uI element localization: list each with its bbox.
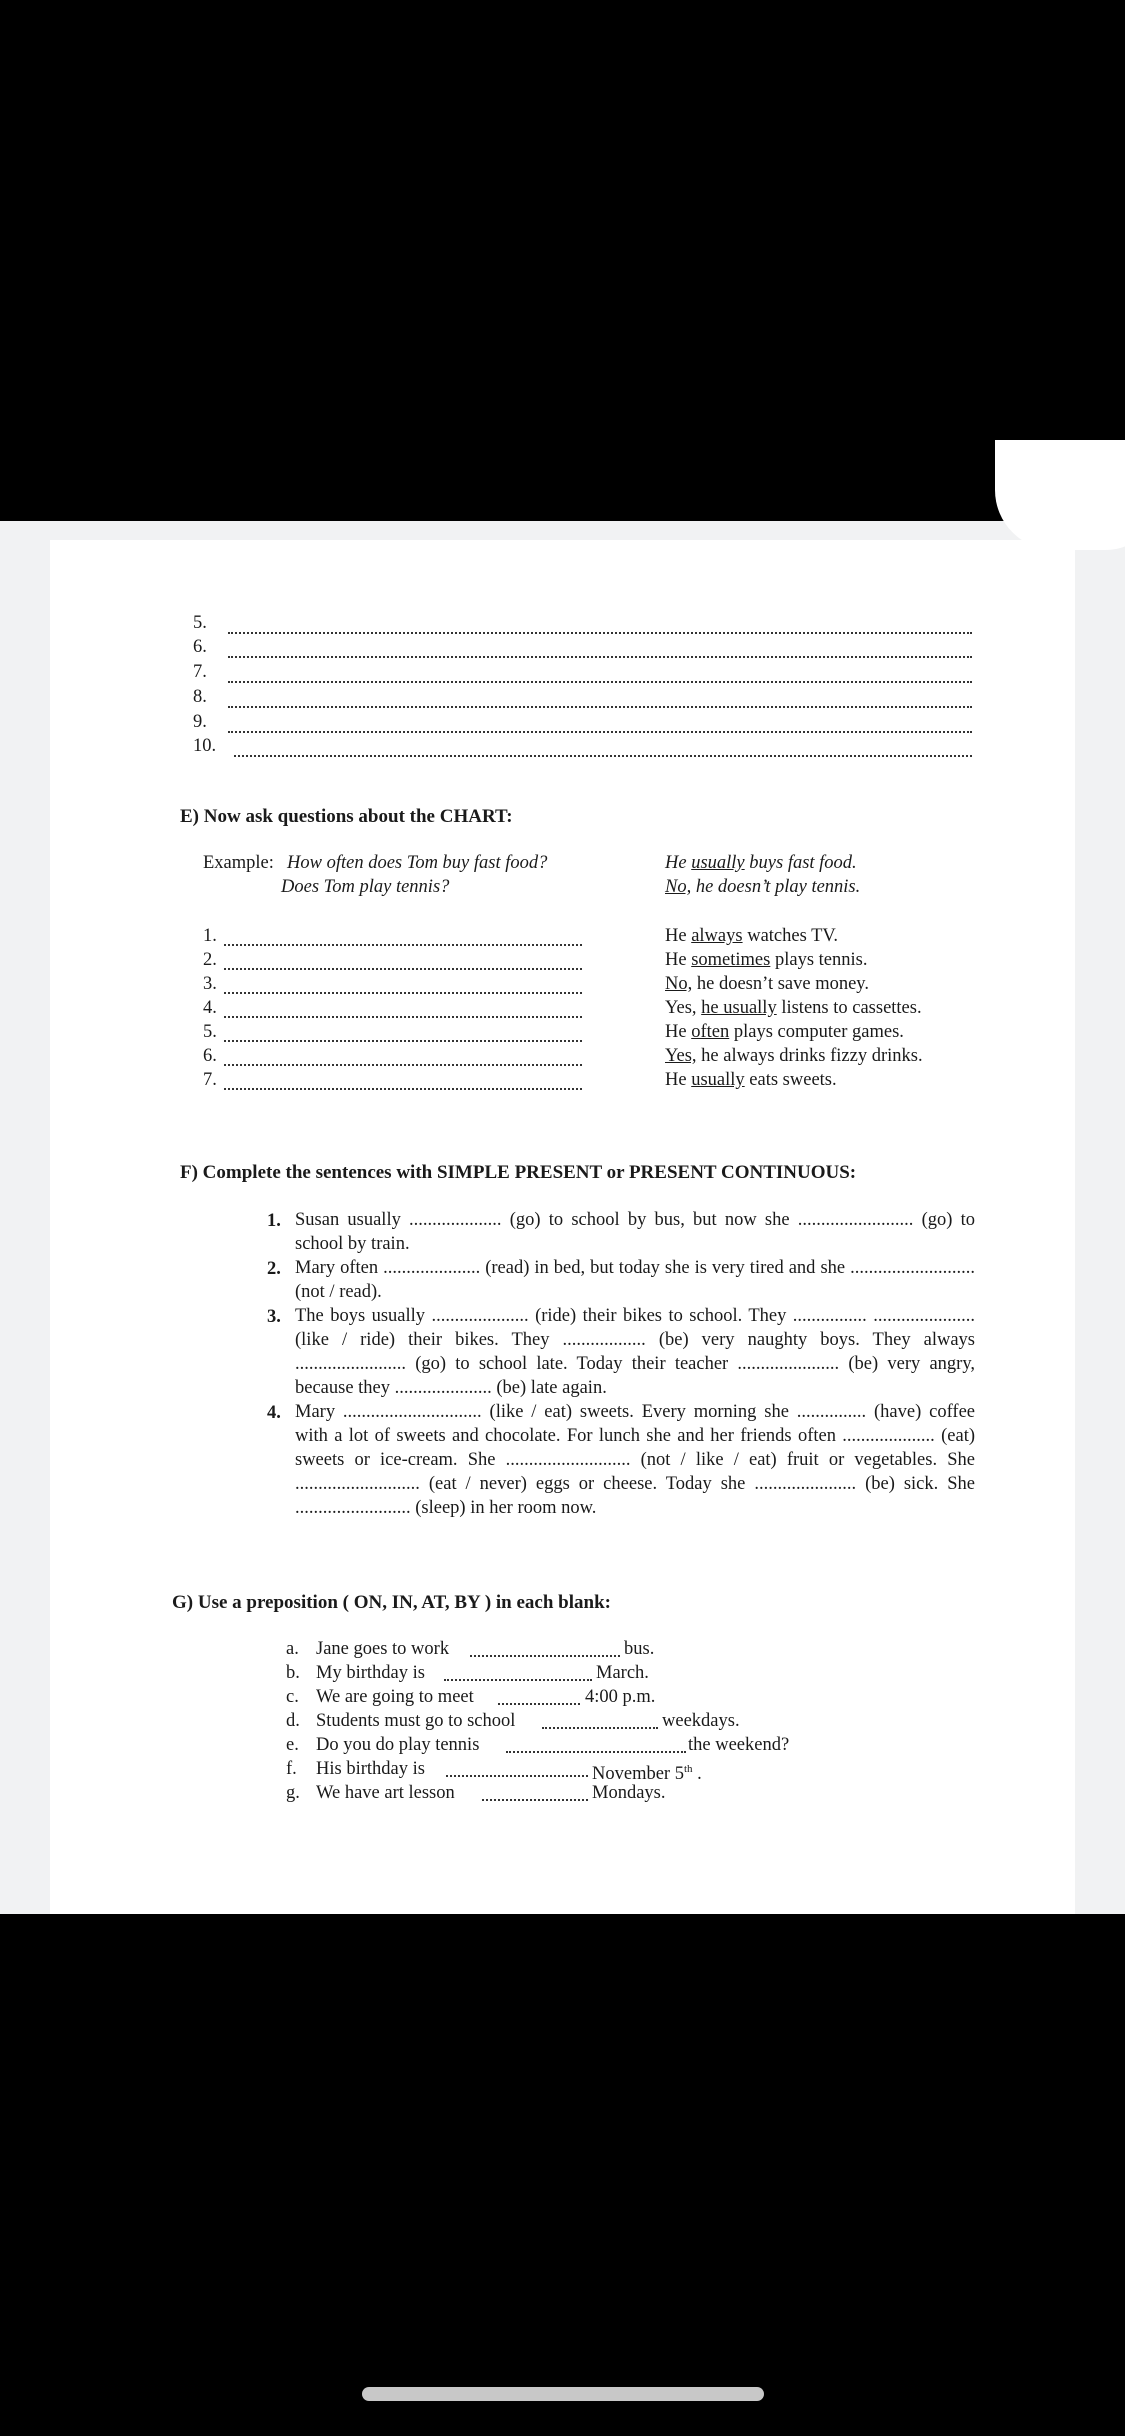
line-number: 10. [193, 736, 217, 756]
chart-answer: He always watches TV. [665, 926, 838, 946]
question-line [224, 1088, 582, 1090]
blank [482, 1799, 588, 1801]
example-label: Example: [203, 853, 274, 873]
item-text: His birthday is [316, 1759, 425, 1779]
item-letter: g. [286, 1783, 300, 1803]
question-line [224, 968, 582, 970]
item-letter: c. [286, 1687, 299, 1707]
item-number: 4. [267, 1403, 281, 1423]
item-text: Students must go to school [316, 1711, 516, 1731]
question-line [224, 1064, 582, 1066]
item-text: the weekend? [688, 1735, 790, 1755]
line-number: 9. [193, 712, 207, 732]
bottom-black-area [0, 1914, 1125, 2436]
example-question-1: How often does Tom buy fast food? [287, 853, 548, 873]
answer-line [228, 706, 972, 708]
home-indicator[interactable] [362, 2387, 764, 2401]
item-letter: a. [286, 1639, 299, 1659]
item-letter: b. [286, 1663, 300, 1683]
top-black-area [0, 0, 1125, 521]
item-text: weekdays. [662, 1711, 740, 1731]
question-number: 5. [203, 1022, 217, 1042]
answer-line [228, 681, 972, 683]
blank [470, 1655, 620, 1657]
item-text: Do you do play tennis [316, 1735, 480, 1755]
item-text: My birthday is [316, 1663, 425, 1683]
question-number: 1. [203, 926, 217, 946]
question-line [224, 1016, 582, 1018]
item-text: Mondays. [592, 1783, 666, 1803]
section-f-heading: F) Complete the sentences with SIMPLE PRESENT or PRESENT CONTINUOUS: [180, 1162, 857, 1183]
section-e-heading: E) Now ask questions about the CHART: [180, 806, 513, 827]
corner-bubble [995, 440, 1125, 550]
example-answer-1: He usually buys fast food. [665, 853, 857, 873]
line-number: 8. [193, 687, 207, 707]
item-text: We are going to meet [316, 1687, 474, 1707]
question-number: 7. [203, 1070, 217, 1090]
item-number: 2. [267, 1259, 281, 1279]
chart-answer: Yes, he always drinks fizzy drinks. [665, 1046, 923, 1066]
blank [498, 1703, 580, 1705]
section-g-heading: G) Use a preposition ( ON, IN, AT, BY ) in each blank: [172, 1592, 611, 1613]
sentence-item: The boys usually ..................... (ride) their bikes to school. They ................ ...................... (like / ride) their bikes. They .................. (be) very naughty boys. They always ........................ (go) to school late. Today their teacher ...................... (be) very angry, because they ..................... (be) late again. [295, 1306, 975, 1398]
question-line [224, 944, 582, 946]
blank [444, 1679, 592, 1681]
item-text: 4:00 p.m. [585, 1687, 656, 1707]
answer-line [234, 755, 972, 757]
question-number: 2. [203, 950, 217, 970]
item-text: March. [596, 1663, 649, 1683]
question-number: 6. [203, 1046, 217, 1066]
item-text: We have art lesson [316, 1783, 455, 1803]
item-text: November 5th . [592, 1763, 702, 1785]
line-number: 7. [193, 662, 207, 682]
item-letter: e. [286, 1735, 299, 1755]
chart-answer: No, he doesn’t save money. [665, 974, 869, 994]
item-text: bus. [624, 1639, 655, 1659]
item-text: Jane goes to work [316, 1639, 450, 1659]
item-number: 1. [267, 1211, 281, 1231]
answer-line [228, 656, 972, 658]
blank [542, 1727, 658, 1729]
chart-answer: Yes, he usually listens to cassettes. [665, 998, 922, 1018]
answer-line [228, 731, 972, 733]
sentence-item: Susan usually .................... (go) to school by bus, but now she ......................... (go) to school by train. [295, 1210, 975, 1254]
item-number: 3. [267, 1307, 281, 1327]
sentence-item: Mary .............................. (like / eat) sweets. Every morning she ............... (have) coffee with a lot of sweets and chocolate. For lunch she and her friends often .................... (eat) sweets or ice-cream. She ........................... (not / like / eat) fruit or vegetables. She ........................... (eat / never) eggs or cheese. Today she ...................... (be) sick. She ......................... (sleep) in her room now. [295, 1402, 975, 1518]
chart-answer: He often plays computer games. [665, 1022, 904, 1042]
line-number: 5. [193, 613, 207, 633]
blank [506, 1751, 686, 1753]
question-line [224, 992, 582, 994]
example-question-2: Does Tom play tennis? [281, 877, 450, 897]
blank [446, 1775, 588, 1777]
item-letter: d. [286, 1711, 300, 1731]
example-answer-2: No, he doesn’t play tennis. [665, 877, 861, 897]
question-line [224, 1040, 582, 1042]
sentence-item: Mary often ..................... (read) in bed, but today she is very tired and she ........................... (not / read). [295, 1258, 975, 1302]
chart-answer: He sometimes plays tennis. [665, 950, 868, 970]
answer-line [228, 632, 972, 634]
question-number: 4. [203, 998, 217, 1018]
question-number: 3. [203, 974, 217, 994]
chart-answer: He usually eats sweets. [665, 1070, 837, 1090]
item-letter: f. [286, 1759, 297, 1779]
line-number: 6. [193, 637, 207, 657]
